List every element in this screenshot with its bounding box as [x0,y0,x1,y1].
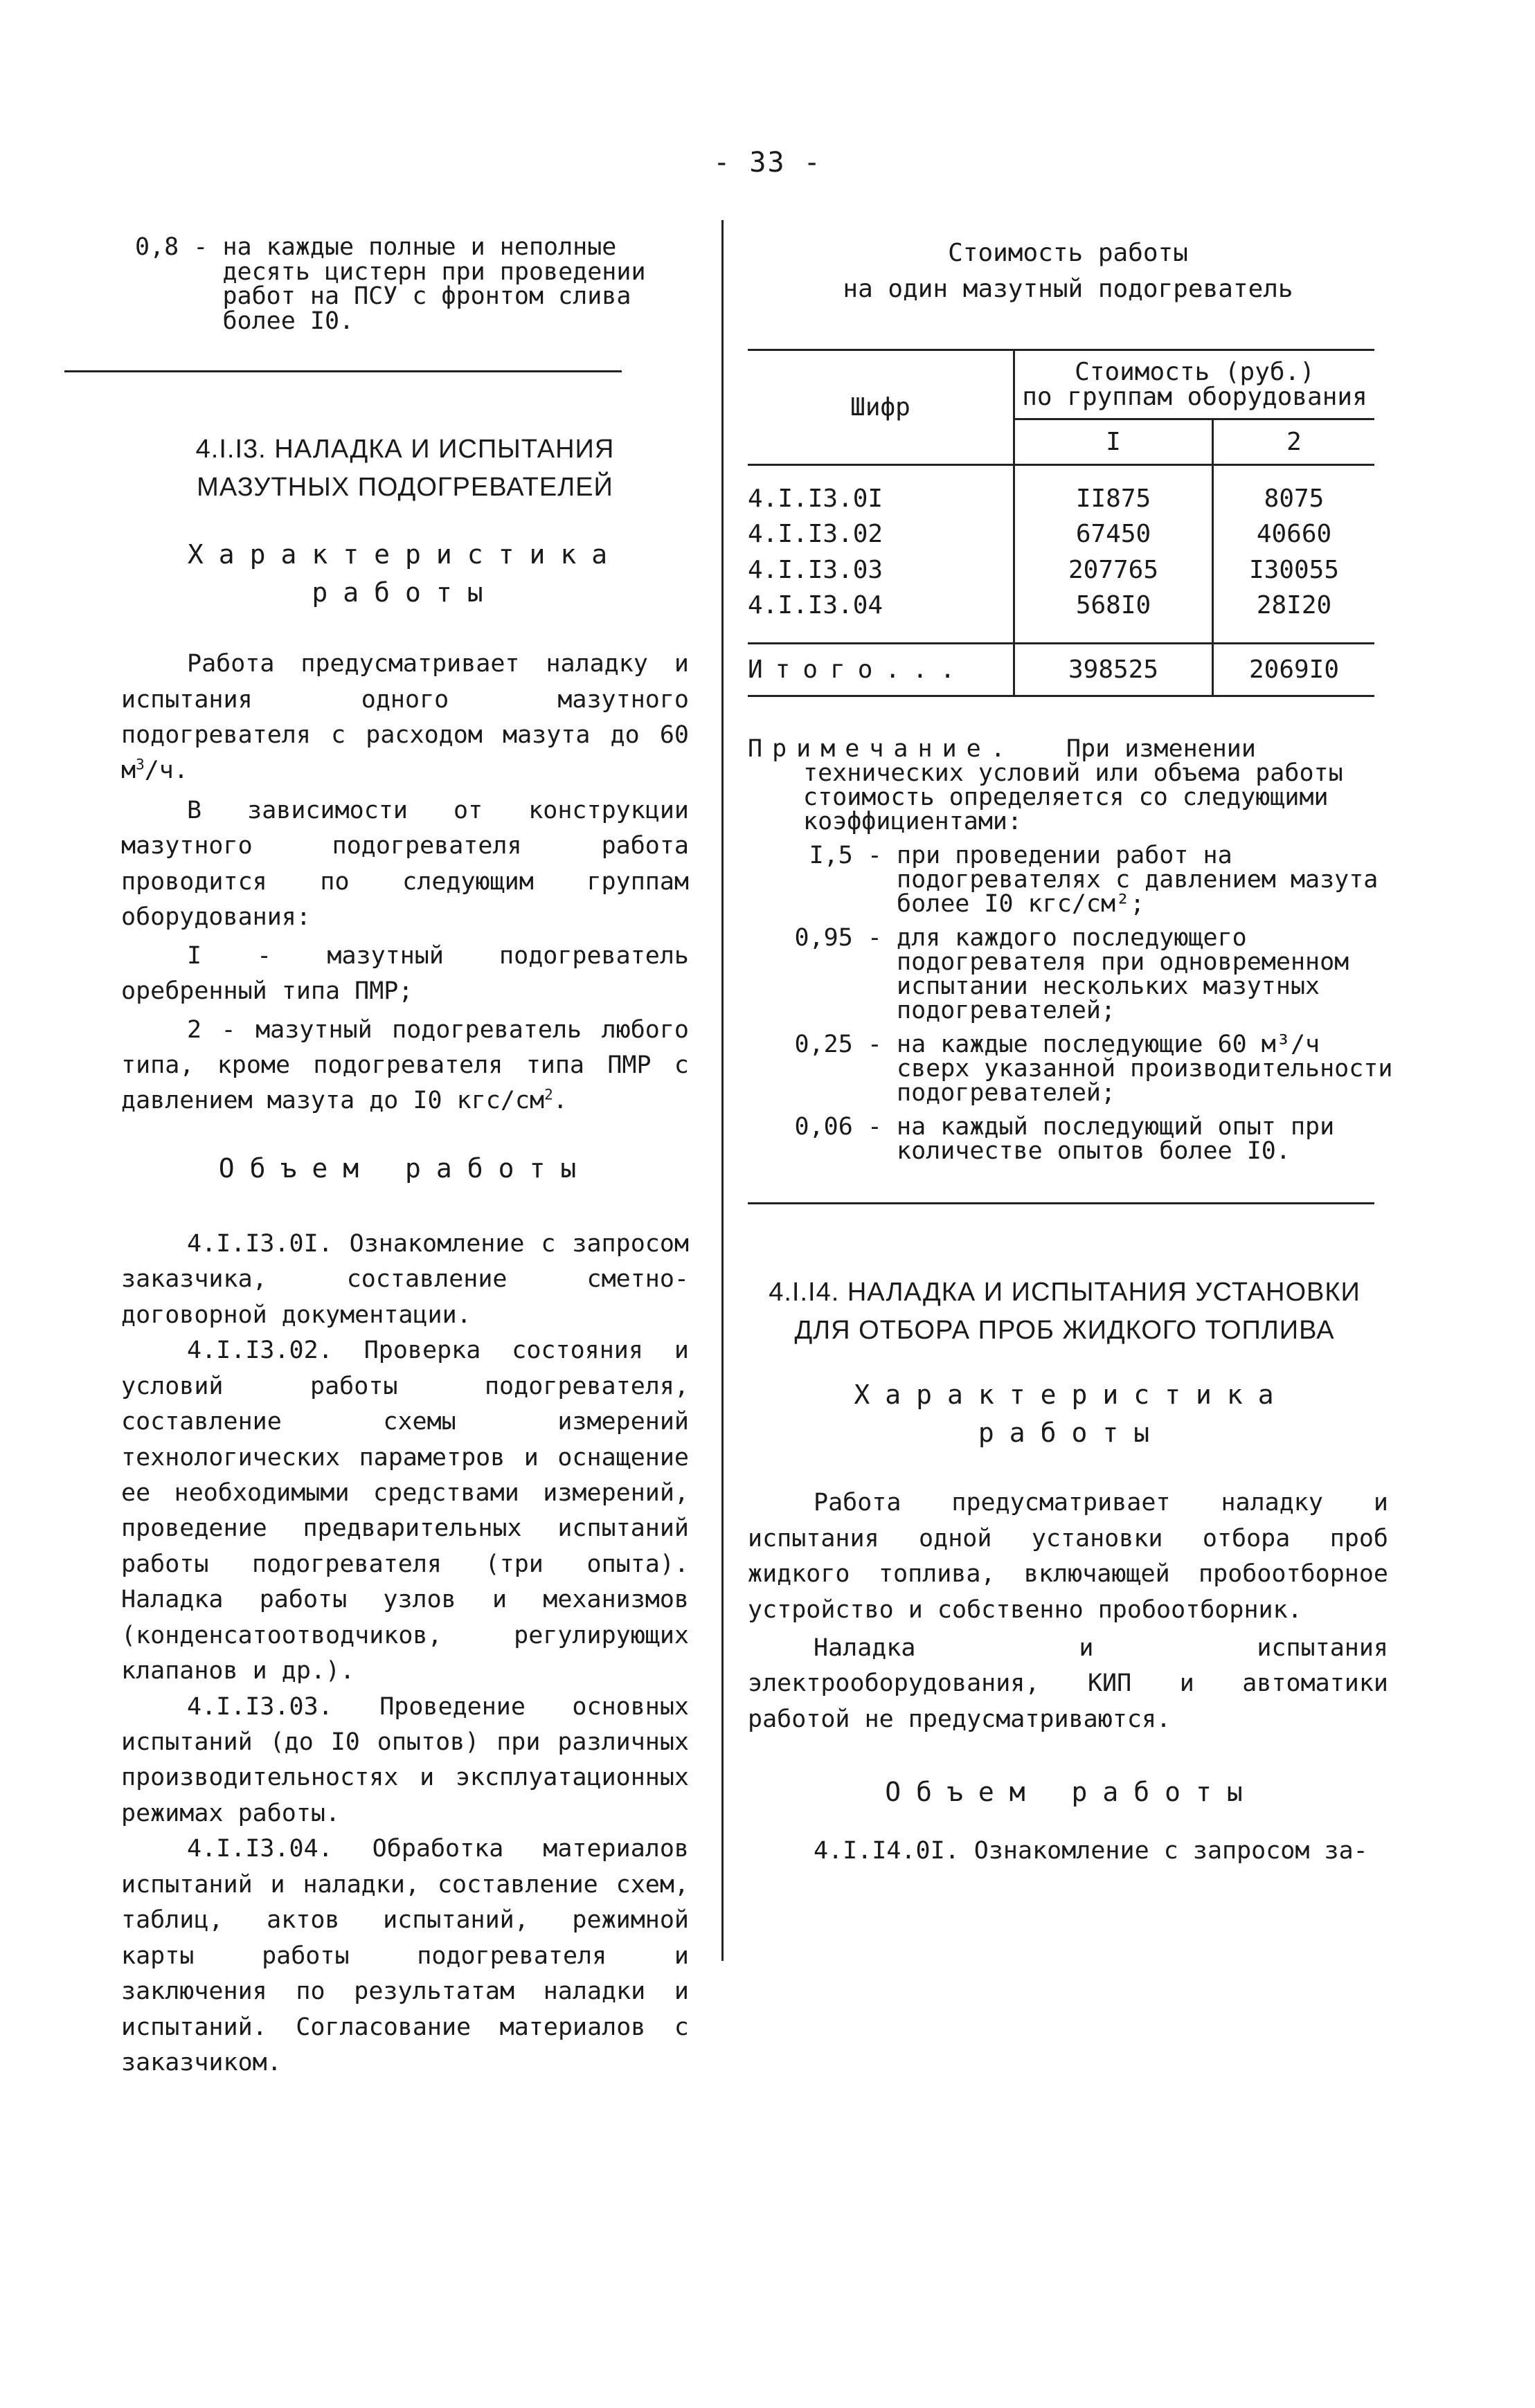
characteristic-heading-line1: Характеристика [854,1379,1289,1410]
note-block [748,734,1395,835]
characteristic-heading [748,1376,1395,1452]
col-header-group-2: 2 [1286,428,1302,457]
scope-item-03: 4.I.I3.03. Проведение основных испытаний (до I0 опытов) при различных производительностях и эксплуатационных режимах работы. [121,1692,689,1827]
section-title-line1: 4.I.I4. НАЛАДКА И ИСПЫТАНИЯ УСТАНОВКИ [769,1277,1361,1307]
col-header-cost-line1: Стоимость (руб.) [1075,357,1315,386]
row-value-group-1: II875 [1075,485,1151,514]
note-item-text: на каждые последующие 60 м³/ч сверх указанной производительности подогревателей; [897,1030,1393,1107]
section-rule [64,370,622,372]
scope-item-01: 4.I.I4.0I. Ознакомление с запросом за- [814,1837,1368,1865]
section-title-line2: ДЛЯ ОТБОРА ПРОБ ЖИДКОГО ТОПЛИВА [794,1315,1335,1345]
top-note-text: на каждые полные и неполные десять цистерн при проведении работ на ПСУ с фронтом слива более I0. [222,233,646,336]
row-value-group-1: 207765 [1068,555,1159,584]
scope-item-01: 4.I.I3.0I. Ознакомление с запросом заказчика, составление сметно-договорной документации. [121,1229,689,1329]
row-value-group-2: I30055 [1248,555,1340,584]
note-item-coef: 0,25 - [794,1030,897,1058]
col-header-cost-line2: по группам оборудования [1022,382,1367,411]
page-number: - 33 - [713,147,822,179]
characteristic-paragraph-1 [121,646,689,789]
note-item-coef: 0,06 - [794,1112,897,1141]
cost-table-wrapper [748,349,1395,696]
note-item-text: для каждого последующего подогревателя при одновременном испытании нескольких мазутных подогревателей; [897,923,1349,1024]
total-group-2: 2069I0 [1213,643,1375,696]
group-2-superscript: 2 [544,1086,553,1103]
characteristic-heading-line2: работы [312,577,499,608]
codes-cell [748,465,1014,643]
section-title-4-1-14 [734,1274,1395,1350]
right-column [748,235,1395,1870]
row-value-group-2: 8075 [1264,485,1325,514]
section-title-line2: МАЗУТНЫХ ПОДОГРЕВАТЕЛЕЙ [197,472,613,502]
section-title-line1: 4.I.I3. НАЛАДКА И ИСПЫТАНИЯ [195,434,615,464]
row-value-group-2: 40660 [1256,520,1332,549]
note-label: Примечание. [748,734,1015,763]
table-body [748,465,1374,643]
characteristic-paragraph-2: Наладка и испытания электрооборудования, КИП и автоматики работой не предусматриваются. [748,1633,1388,1733]
note-item-coef: I,5 - [809,841,897,869]
note-item-1 [748,841,1402,918]
row-code: 4.I.I3.04 [748,590,883,619]
characteristic-heading-line1: Характеристика [187,538,623,570]
row-code: 4.I.I3.03 [748,555,883,584]
group-2-tail: . [553,1087,568,1115]
row-value-group-1: 67450 [1075,520,1151,549]
section-rule [748,1202,1374,1204]
col-header-code: Шифр [748,350,1014,465]
table-header-row [748,350,1374,419]
total-group-1: 398525 [1014,643,1213,696]
characteristic-heading-line2: работы [978,1418,1165,1449]
scope-heading: Объем работы [218,1152,592,1184]
group-1-item: I - мазутный подогреватель оребренный типа ПМР; [121,941,689,1006]
note-item-text: при проведении работ на подогревателях с давлением мазута более I0 кгс/см²; [897,841,1379,918]
char-para1-tail: /ч. [144,757,188,785]
characteristic-paragraph-1: Работа предусматривает наладку и испытания одной установки отбора проб жидкого топлива, включающей пробоотборное устройство и собственно пробоотборник. [748,1489,1388,1624]
top-note [135,235,661,334]
scope-item-04: 4.I.I3.04. Обработка материалов испытаний и наладки, составление схем, таблиц, актов испытаний, режимной карты работы подогревателя и заключения по результатам наладки и испытаний. Согласование материалов с заказчиком. [121,1835,689,2076]
note-item-2 [748,923,1402,1024]
char-para1-superscript: 3 [136,756,145,773]
col-header-group-1: I [1014,419,1213,465]
column-divider [721,220,724,1961]
cost-title-line1: Стоимость работы [948,239,1188,267]
note-items [748,841,1402,1165]
section-title-4-1-13 [121,431,689,507]
characteristic-heading [121,536,689,612]
group-2-item [121,1013,689,1119]
col-header-cost [1014,350,1375,419]
table-total-row [748,643,1374,696]
group-2-values-cell [1213,465,1375,643]
row-code: 4.I.I3.0I [748,485,883,514]
total-label: Итого... [748,643,1014,696]
scope-item-02: 4.I.I3.02. Проверка состояния и условий работы подогревателя, составление схемы измерений технологических параметров и оснащение ее необходимыми средствами измерений, проведение предварительных испытаний работы подогревателя (три опыта). Наладка работы узлов и механизмов (конденсатоотводчиков, регулирующих клапанов и др.). [121,1337,689,1685]
characteristic-paragraph-2: В зависимости от конструкции мазутного подогревателя работа проводится по следующим группам оборудования: [121,796,689,932]
row-code: 4.I.I3.02 [748,520,883,549]
scope-heading: Объем работы [885,1777,1258,1808]
top-note-coef: 0,8 - [135,233,223,261]
group-2-text: 2 - мазутный подогреватель любого типа, кроме подогревателя типа ПМР с давлением мазута до I0 кгс/см [121,1015,689,1115]
row-value-group-1: 568I0 [1075,590,1151,619]
note-item-3 [748,1030,1402,1107]
note-item-text: на каждый последующий опыт при количестве опытов более I0. [897,1112,1335,1165]
note-item-4 [748,1112,1402,1165]
cost-title-line2: на один мазутный подогреватель [843,275,1293,304]
cost-title [741,235,1395,307]
note-item-coef: 0,95 - [794,923,897,952]
cost-table [748,349,1374,696]
char-para1-text: Работа предусматривает наладку и испытания одного мазутного подогревателя с расходом мазута до 60 м [121,650,689,785]
row-value-group-2: 28I20 [1256,590,1332,619]
note-text: При изменении технических условий или объема работы стоимость определяется со следующими коэффициентами: [803,734,1343,835]
group-1-values-cell [1014,465,1213,643]
left-column [121,235,689,2081]
